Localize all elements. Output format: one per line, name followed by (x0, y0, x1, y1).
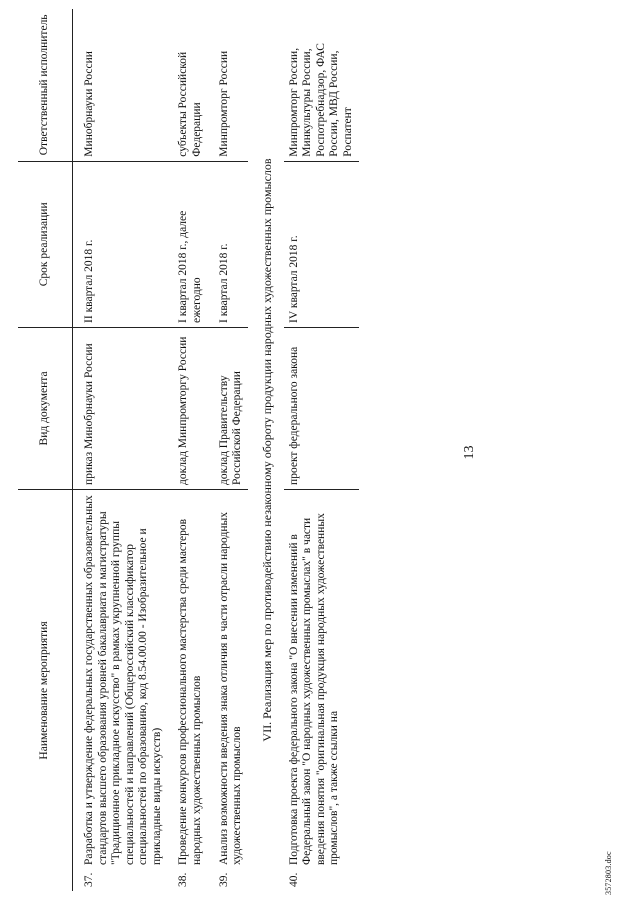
document-type: доклад Правительству Российской Федерации (208, 327, 248, 489)
row-number: 38. (177, 872, 190, 887)
table-row (167, 9, 207, 891)
deadline: I квартал 2018 г., далее ежегодно (167, 161, 207, 327)
table-header-row (18, 9, 73, 891)
measures-table (18, 9, 359, 891)
measure-name: Разработка и утверждение федеральных государственных образовательных стандартов высшего образования уровней бакалавриата и магистратуры "Традиционное прикладное искусство" в рамках укрупненной группы специальностей и направлений (Общероссийский классификатор специальностей по образованию, код 8.54.00.00 - Изобразительное и прикладные виды искусств) (83, 495, 163, 865)
deadline: IV квартал 2018 г. (284, 161, 359, 327)
document-type: проект федерального закона (284, 327, 359, 489)
responsible: Минпромторг России (208, 9, 248, 161)
responsible: Минобрнауки России (73, 9, 168, 161)
row-number: 37. (83, 872, 95, 887)
document-type: доклад Минпромторгу России (167, 327, 207, 489)
header-document-type: Вид документа (18, 327, 73, 489)
responsible: Минпромторг России, Минкультуры России, Роспотребнадзор, ФАС России, МВД России, Роспатент (284, 9, 359, 161)
measure-cell (284, 489, 359, 891)
header-name: Наименование мероприятия (18, 489, 73, 891)
table-row (208, 9, 248, 891)
deadline: I квартал 2018 г. (208, 161, 248, 327)
measure-cell (167, 489, 207, 891)
deadline: II квартал 2018 г. (73, 161, 168, 327)
measure-cell (73, 489, 168, 891)
page-number: 13 (462, 445, 477, 460)
document-type: приказ Минобрнауки России (73, 327, 168, 489)
row-number: 39. (217, 872, 230, 887)
header-responsible: Ответственный исполнитель (18, 9, 73, 161)
row-number: 40. (287, 872, 300, 887)
measure-name: Подготовка проекта федерального закона "О внесении изменений в Федеральный закон "О народных художественных промыслах" в части введения понятия "оригинальная продукция народных художественных промыслов", а также ссылки на (287, 513, 341, 865)
measure-name: Анализ возможности введения знака отличия в части отрасли народных художественных промыслов (217, 512, 244, 865)
file-name-footer: 3572803.doc (604, 851, 613, 895)
header-deadline: Срок реализации (18, 161, 73, 327)
section-title: VII. Реализация мер по противодействию незаконному обороту продукции народных художественных промыслов (259, 158, 274, 742)
measure-cell (208, 489, 248, 891)
table-row (73, 9, 168, 891)
section-row (248, 9, 284, 891)
measure-name: Проведение конкурсов профессионального мастерства среди мастеров народных художественных промыслов (177, 518, 203, 865)
responsible: субъекты Российской Федерации (167, 9, 207, 161)
table-row (284, 9, 359, 891)
